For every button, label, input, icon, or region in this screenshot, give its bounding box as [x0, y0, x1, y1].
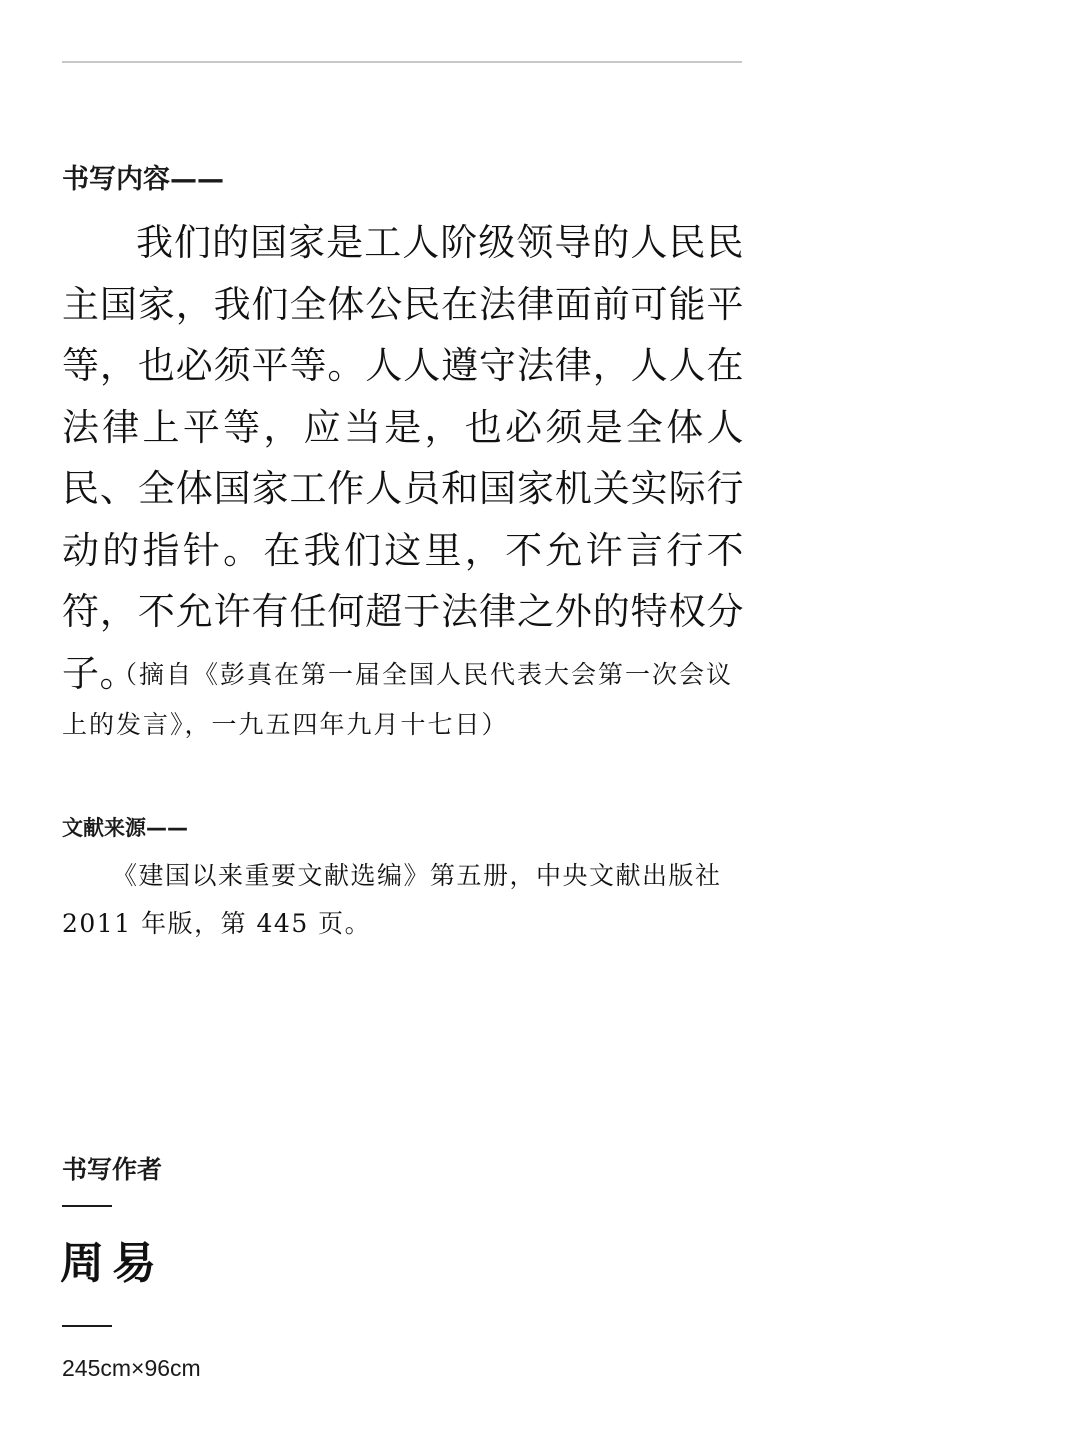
author-heading-divider — [62, 1205, 112, 1207]
author-name-divider — [62, 1325, 112, 1327]
artwork-dimensions: 245cm×96cm — [62, 1355, 201, 1381]
source-heading: 文献来源—— — [62, 816, 188, 840]
author-heading: 书写作者 — [62, 1155, 163, 1184]
top-divider — [62, 61, 742, 63]
content-heading: 书写内容—— — [62, 164, 224, 195]
content-citation: （摘自《彭真在第一届全国人民代表大会第一次会议上的发言》，一九五四年九月十七日） — [62, 660, 734, 739]
source-text: 《建国以来重要文献选编》第五册，中央文献出版社 2011 年版，第 445 页。 — [62, 861, 722, 938]
author-name: 周易 — [60, 1238, 164, 1289]
content-body: 我们的国家是工人阶级领导的人民民主国家，我们全体公民在法律面前可能平等，也必须平等。人人遵守法律，人人在法律上平等，应当是，也必须是全体人民、全体国家工作人员和国家机关实际行动的指针。在我们这里，不允许言行不符，不允许有任何超于法律之外的特权分子。 — [62, 221, 744, 695]
